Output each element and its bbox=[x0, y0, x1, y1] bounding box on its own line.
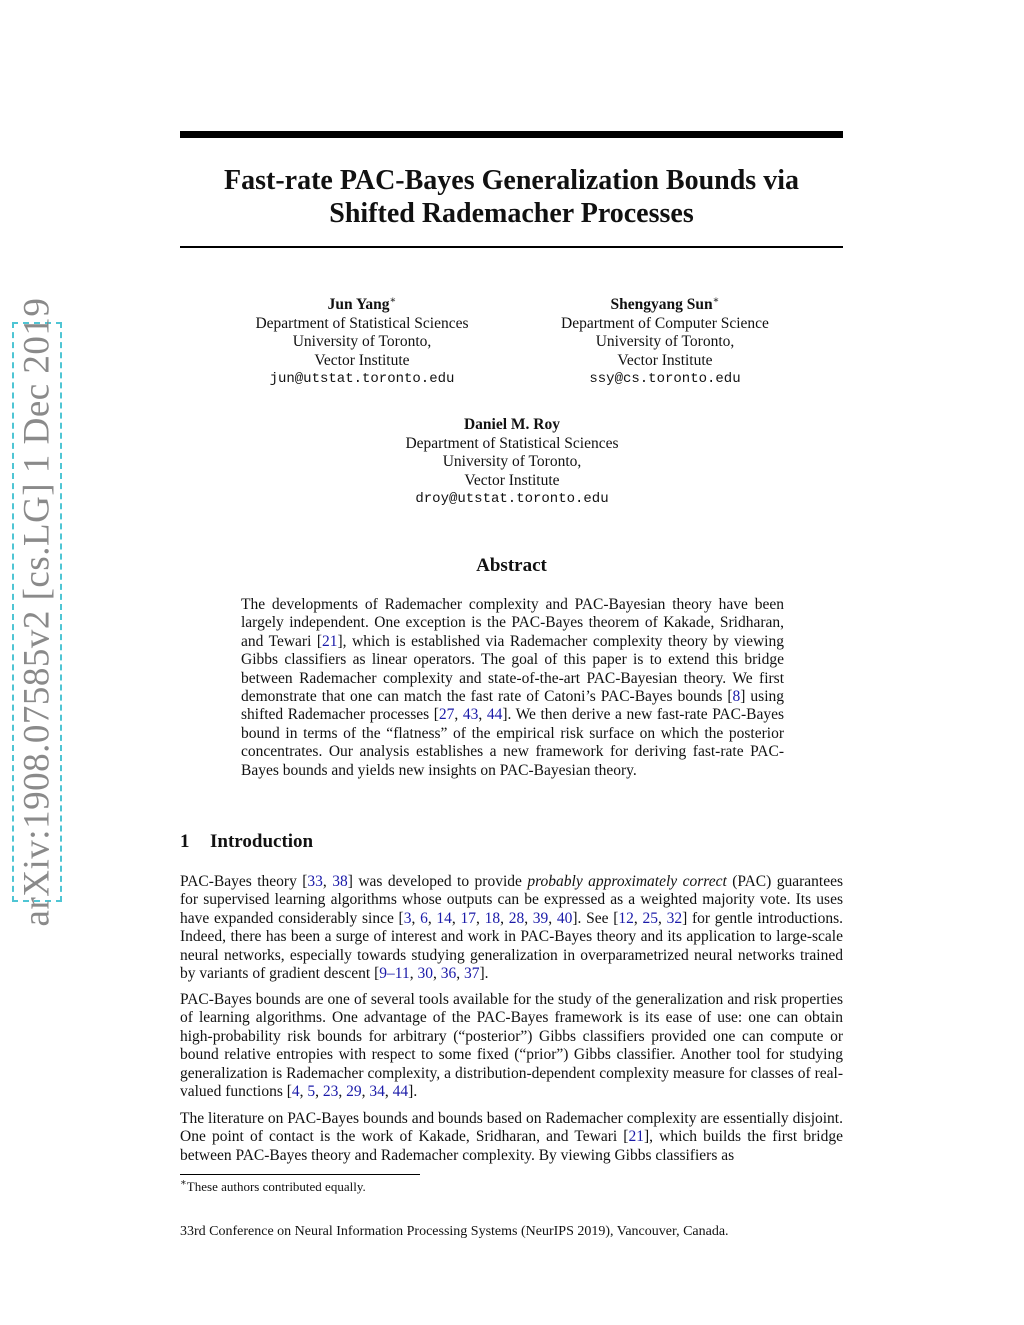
citation-link[interactable]: 40 bbox=[556, 909, 573, 927]
footnote-rule bbox=[180, 1174, 420, 1175]
citation-link[interactable]: 28 bbox=[508, 909, 525, 927]
author-email[interactable]: jun@utstat.toronto.edu bbox=[269, 371, 455, 387]
citation-link[interactable]: 30 bbox=[417, 965, 433, 983]
citation-link[interactable]: 33 bbox=[307, 873, 323, 890]
footnote-text: These authors contributed equally. bbox=[186, 1179, 366, 1194]
author-department: Department of Computer Science bbox=[561, 314, 769, 332]
title-line-2: Shifted Rademacher Processes bbox=[329, 198, 694, 229]
citation-link[interactable]: 5 bbox=[307, 1083, 316, 1101]
arxiv-identifier: arXiv:1908.07585v2 [cs.LG] 1 Dec 2019 bbox=[16, 297, 58, 927]
author-university: University of Toronto, bbox=[292, 333, 432, 350]
citation-link[interactable]: 23 bbox=[322, 1083, 339, 1101]
title-top-rule bbox=[180, 131, 843, 138]
footnote-mark: ∗ bbox=[180, 1177, 187, 1189]
author-institute: Vector Institute bbox=[314, 351, 410, 369]
section-heading bbox=[180, 831, 313, 853]
abstract-heading: Abstract bbox=[476, 555, 547, 576]
citation-link[interactable]: 12 bbox=[618, 909, 634, 927]
citation-link[interactable]: 43 bbox=[462, 706, 479, 724]
intro-paragraph-3: The literature on PAC-Bayes bounds and bounds based on Rademacher complexity are essentially disjoint. One point of contact is the work of Kakade, Sridharan, and Tewari [21], which builds the first bridge between PAC-Bayes theory and Rademacher complexity. By viewing Gibbs classifiers as bbox=[180, 1110, 843, 1164]
author-name: Shengyang Sun bbox=[610, 296, 713, 313]
title-line-1: Fast-rate PAC-Bayes Generalization Bounds via bbox=[224, 165, 799, 196]
citation-link[interactable]: 34 bbox=[369, 1083, 385, 1101]
author-university: University of Toronto, bbox=[442, 453, 582, 470]
author-email[interactable]: droy@utstat.toronto.edu bbox=[415, 491, 609, 507]
citation-link[interactable]: 29 bbox=[346, 1083, 362, 1101]
author-name: Daniel M. Roy bbox=[463, 416, 560, 433]
citation-link[interactable]: 39 bbox=[532, 909, 549, 927]
citation-link[interactable]: 37 bbox=[463, 965, 480, 983]
author-block-1 bbox=[222, 296, 502, 389]
author-name: Jun Yang bbox=[327, 296, 390, 313]
paper-title bbox=[180, 164, 843, 230]
author-university: University of Toronto, bbox=[595, 333, 735, 350]
citation-link[interactable]: 44 bbox=[486, 706, 503, 724]
citation-link[interactable]: 21 bbox=[322, 632, 338, 650]
equal-contribution-mark: ∗ bbox=[712, 294, 720, 306]
citation-link[interactable]: 17 bbox=[460, 909, 477, 927]
author-department: Department of Statistical Sciences bbox=[255, 314, 469, 332]
footnote bbox=[180, 1179, 366, 1195]
citation-link[interactable]: 25 bbox=[642, 909, 658, 927]
citation-link[interactable]: 21 bbox=[628, 1128, 644, 1146]
author-block-2 bbox=[525, 296, 805, 389]
author-institute: Vector Institute bbox=[617, 351, 713, 369]
citation-link[interactable]: 36 bbox=[440, 965, 457, 983]
citation-link[interactable]: 6 bbox=[420, 909, 428, 927]
author-department: Department of Statistical Sciences bbox=[405, 434, 619, 452]
citation-link[interactable]: 27 bbox=[438, 706, 455, 724]
citation-link[interactable]: 8 bbox=[732, 688, 741, 706]
title-bottom-rule bbox=[180, 246, 843, 248]
author-block-3 bbox=[372, 416, 652, 509]
author-institute: Vector Institute bbox=[464, 471, 560, 489]
citation-link[interactable]: 32 bbox=[666, 909, 683, 927]
citation-link[interactable]: 44 bbox=[392, 1083, 409, 1101]
equal-contribution-mark: ∗ bbox=[389, 294, 397, 306]
conference-note: 33rd Conference on Neural Information Processing Systems (NeurIPS 2019), Vancouver, Canada. bbox=[180, 1224, 729, 1239]
section-number: 1 bbox=[180, 831, 190, 852]
author-email[interactable]: ssy@cs.toronto.edu bbox=[589, 371, 741, 387]
section-title: Introduction bbox=[210, 831, 314, 852]
citation-link[interactable]: 4 bbox=[291, 1083, 300, 1101]
citation-link[interactable]: 38 bbox=[332, 873, 348, 890]
abstract-body: The developments of Rademacher complexity and PAC-Bayesian theory have been largely independent. One exception is the PAC-Bayes theorem of Kakade, Sridharan, and Tewari [21], which is established via Rademacher complexity theory by viewing Gibbs classifiers as linear operators. The goal of this paper is to extend this bridge between Rademacher complexity and state-of-the-art PAC-Bayesian theory. We first demonstrate that one can match the fast rate of Catoni’s PAC-Bayes bounds [8] using shifted Rademacher processes [27, 43, 44]. We then derive a new fast-rate PAC-Bayes bound in terms of the “flatness” of the empirical risk surface on which the posterior concentrates. Our analysis establishes a new framework for deriving fast-rate PAC-Bayes bounds and yields new insights on PAC-Bayesian theory. bbox=[241, 596, 785, 779]
intro-paragraph-1: PAC-Bayes theory [33, 38] was developed to provide probably approximately correct (PAC) guarantees for supervised learning algorithms whose outputs can be expressed as a weighted majority vote. Its uses have expanded considerably since [3, 6, 14, 17, 18, 28, 39, 40]. See [12, 25, 32] for gentle introductions. Indeed, there has been a surge of interest and work in PAC-Bayes theory and its application to large-scale neural networks, especially towards studying generalization in overparametrized neural networks trained by variants of gradient descent [9–11, 30, 36, 37]. bbox=[180, 873, 844, 983]
citation-link[interactable]: 18 bbox=[484, 909, 501, 927]
citation-link[interactable]: 14 bbox=[436, 909, 452, 927]
intro-paragraph-2: PAC-Bayes bounds are one of several tools available for the study of the generalization and risk properties of learning algorithms. One advantage of the PAC-Bayes framework is its ease of use: one can obtain high-probability risk bounds for arbitrary (“posterior”) Gibbs classifiers provided one can compute or bound relative entropies with respect to some fixed (“prior”) Gibbs classifier. Another tool for studying generalization is Rademacher complexity, a distribution-dependent complexity measure for classes of real-valued functions [4, 5, 23, 29, 34, 44]. bbox=[180, 991, 843, 1101]
citation-link[interactable]: 3 bbox=[403, 909, 412, 927]
citation-link[interactable]: 9–11 bbox=[379, 965, 410, 983]
